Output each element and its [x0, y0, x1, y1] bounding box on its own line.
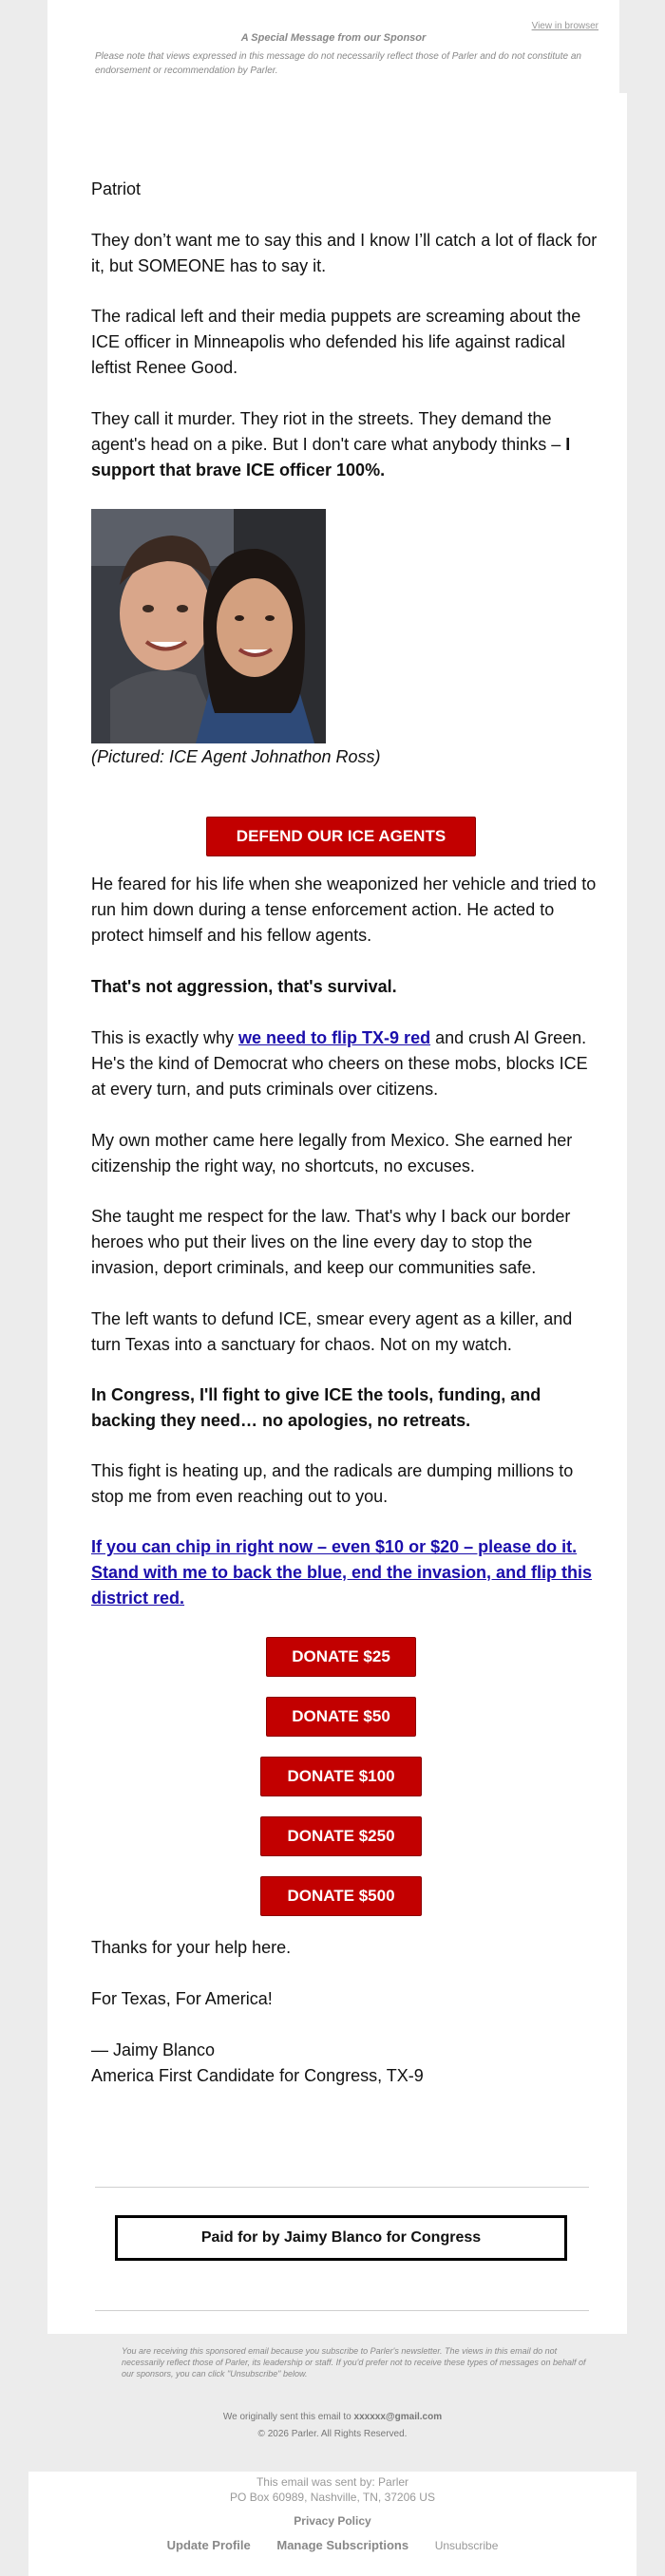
signature-title: America First Candidate for Congress, TX-9 [91, 2066, 424, 2085]
paragraph-6-text: This is exactly why [91, 1028, 239, 1047]
paragraph-4 [91, 872, 604, 949]
donate-500-button[interactable]: DONATE $500 [260, 1876, 422, 1916]
paragraph-3 [91, 406, 604, 483]
paragraph-2 [91, 304, 604, 381]
paragraph-8: She taught me respect for the law. That's why I back our border heroes who put their lives on the line every day to stop the invasion, deport criminals, and keep our communities safe. [91, 1207, 571, 1277]
letter-card [48, 93, 627, 2334]
paragraph-11: This fight is heating up, and the radicals are dumping millions to stop me from even reaching out to you. [91, 1461, 574, 1506]
agent-photo [91, 509, 326, 743]
divider-top [95, 2187, 589, 2188]
update-profile-link[interactable]: Update Profile [166, 2538, 251, 2552]
copyright: © 2026 Parler. All Rights Reserved. [257, 2429, 408, 2439]
paragraph-2-text: The radical left and their media puppets are screaming about the ICE officer in Minneapolis who defended his life against radical leftist Renee Good. [91, 307, 581, 377]
paragraph-10: In Congress, I'll fight to give ICE the tools, funding, and backing they need… no apologies, no retreats. [91, 1385, 542, 1430]
paragraph-3-text: They call it murder. They riot in the streets. They demand the agent's head on a pike. But I don't care what anybody thinks – [91, 409, 566, 454]
paragraph-6-text-rest: and crush Al Green. He's the kind of Democrat who cheers on these mobs, blocks ICE at every turn, and puts criminals over citizens. [91, 1028, 588, 1099]
sent-to-email: xxxxxx@gmail.com [353, 2412, 443, 2422]
footer-links [28, 2538, 636, 2552]
sponsor-title: A Special Message from our Sponsor [240, 32, 427, 44]
sponsor-header [48, 0, 619, 93]
donate-25-button[interactable]: DONATE $25 [266, 1637, 416, 1677]
sent-to-text: We originally sent this email to [222, 2412, 354, 2422]
footer-card [28, 2472, 636, 2576]
paid-for-box: Paid for by Jaimy Blanco for Congress [115, 2215, 567, 2261]
paragraph-7: My own mother came here legally from Mexico. She earned her citizenship the right way, no shortcuts, no excuses. [91, 1131, 573, 1175]
view-in-browser-link[interactable]: View in browser [531, 21, 598, 31]
privacy-policy-link[interactable]: Privacy Policy [294, 2514, 371, 2528]
sent-by: This email was sent by: Parler [256, 2475, 409, 2489]
donate-100-button[interactable]: DONATE $100 [260, 1757, 422, 1796]
address: PO Box 60989, Nashville, TN, 37206 US [230, 2491, 435, 2504]
greeting: Patriot [91, 179, 142, 198]
signature-name: — Jaimy Blanco [91, 2040, 216, 2059]
paragraph-3-bold: I support that brave ICE officer 100%. [91, 435, 571, 479]
unsubscribe-link[interactable]: Unsubscribe [434, 2539, 499, 2552]
paragraph-1 [91, 228, 604, 279]
sponsor-disclaimer: You are receiving this sponsored email because you subscribe to Parler's newsletter. The views in this email do not necessarily reflect those of Parler, its leadership or staff. If you'd prefer not to receive these types of messages on behalf of our sponsors, you can click "Unsubscribe" below. [122, 2346, 586, 2379]
slogan-text: For Texas, For America! [91, 1989, 273, 2008]
divider-bottom [95, 2310, 589, 2311]
chip-in-link[interactable]: If you can chip in right now – even $10 or $20 – please do it. Stand with me to back the blue, end the invasion, and flip this district red. [91, 1537, 593, 1608]
donate-50-button[interactable]: DONATE $50 [266, 1697, 416, 1737]
manage-subscriptions-link[interactable]: Manage Subscriptions [276, 2538, 409, 2552]
paragraph-1-text: They don’t want me to say this and I know I’ll catch a lot of flack for it, but SOMEONE has to say it. [91, 231, 598, 275]
paragraph-6 [91, 1025, 604, 1102]
sent-to-line [0, 2412, 665, 2422]
paragraph-5: That's not aggression, that's survival. [91, 977, 397, 996]
photo-caption: (Pictured: ICE Agent Johnathon Ross) [91, 747, 381, 766]
flip-tx9-link[interactable]: we need to flip TX-9 red [238, 1028, 431, 1047]
paragraph-4-text: He feared for his life when she weaponized her vehicle and tried to run him down during a tense enforcement action. He acted to protect himself and his fellow agents. [91, 874, 597, 945]
paragraph-12 [91, 1534, 604, 1611]
paragraph-9: The left wants to defund ICE, smear every agent as a killer, and turn Texas into a sanctuary for chaos. Not on my watch. [91, 1309, 573, 1354]
sponsor-note: Please note that views expressed in this message do not necessarily reflect those of Parler and do not constitute an endorsement or recommendation by Parler. [95, 51, 581, 76]
defend-ice-agents-button[interactable]: DEFEND OUR ICE AGENTS [206, 817, 476, 856]
donate-250-button[interactable]: DONATE $250 [260, 1816, 422, 1856]
thanks-text: Thanks for your help here. [91, 1938, 292, 1957]
